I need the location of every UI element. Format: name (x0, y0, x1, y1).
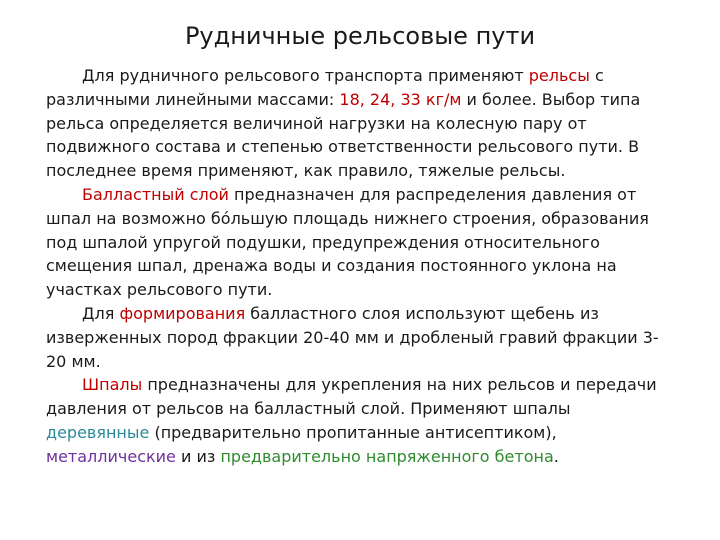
paragraph-ballast (46, 183, 666, 302)
highlight-rails: рельсы (528, 66, 590, 85)
highlight-rail-masses: 18, 24, 33 кг/м (339, 89, 462, 109)
text: . (553, 446, 559, 466)
paragraph-sleepers (46, 373, 666, 468)
highlight-ballast-layer: Балластный слой (82, 184, 229, 204)
highlight-sleepers: Шпалы (82, 375, 143, 395)
slide-body (46, 64, 666, 469)
text: (предварительно пропитанные антисептиком), (149, 422, 557, 442)
text: балластного слоя используют щебень из изверженных пород фракции 20-40 мм и дробленый гравий фракции 3-20 мм. (46, 303, 659, 371)
text: и более. Выбор типа рельса определяется величиной нагрузки на колесную пару от подвижного состава и степенью ответственности рельсового пути. В последнее время применяют, как правило, тяжелые рельсы. (46, 89, 641, 181)
text: с различными линейными массами: (46, 66, 604, 109)
text: и из (175, 446, 221, 466)
slide-title: Рудничные рельсовые пути (184, 22, 536, 50)
text: Для рудничного рельсового транспорта применяют (82, 66, 529, 85)
paragraph-rails (46, 64, 666, 183)
highlight-metal: металлические (46, 446, 176, 466)
text: Для (82, 303, 120, 323)
paragraph-formation (46, 302, 666, 373)
highlight-concrete: предварительно напряженного бетона (220, 446, 554, 466)
text: предназначен для распределения давления от шпал на возможно бóльшую площадь нижнего строения, образования под шпалой упругой подушки, предупреждения относительного смещения шпал, дренажа воды и создания постоянного уклона на участках рельсового пути. (46, 184, 649, 300)
text: предназначены для укрепления на них рельсов и передачи давления от рельсов на балластный слой. Применяют шпалы (46, 375, 657, 419)
highlight-wooden: деревянные (46, 422, 150, 442)
highlight-formation: формирования (119, 303, 246, 323)
